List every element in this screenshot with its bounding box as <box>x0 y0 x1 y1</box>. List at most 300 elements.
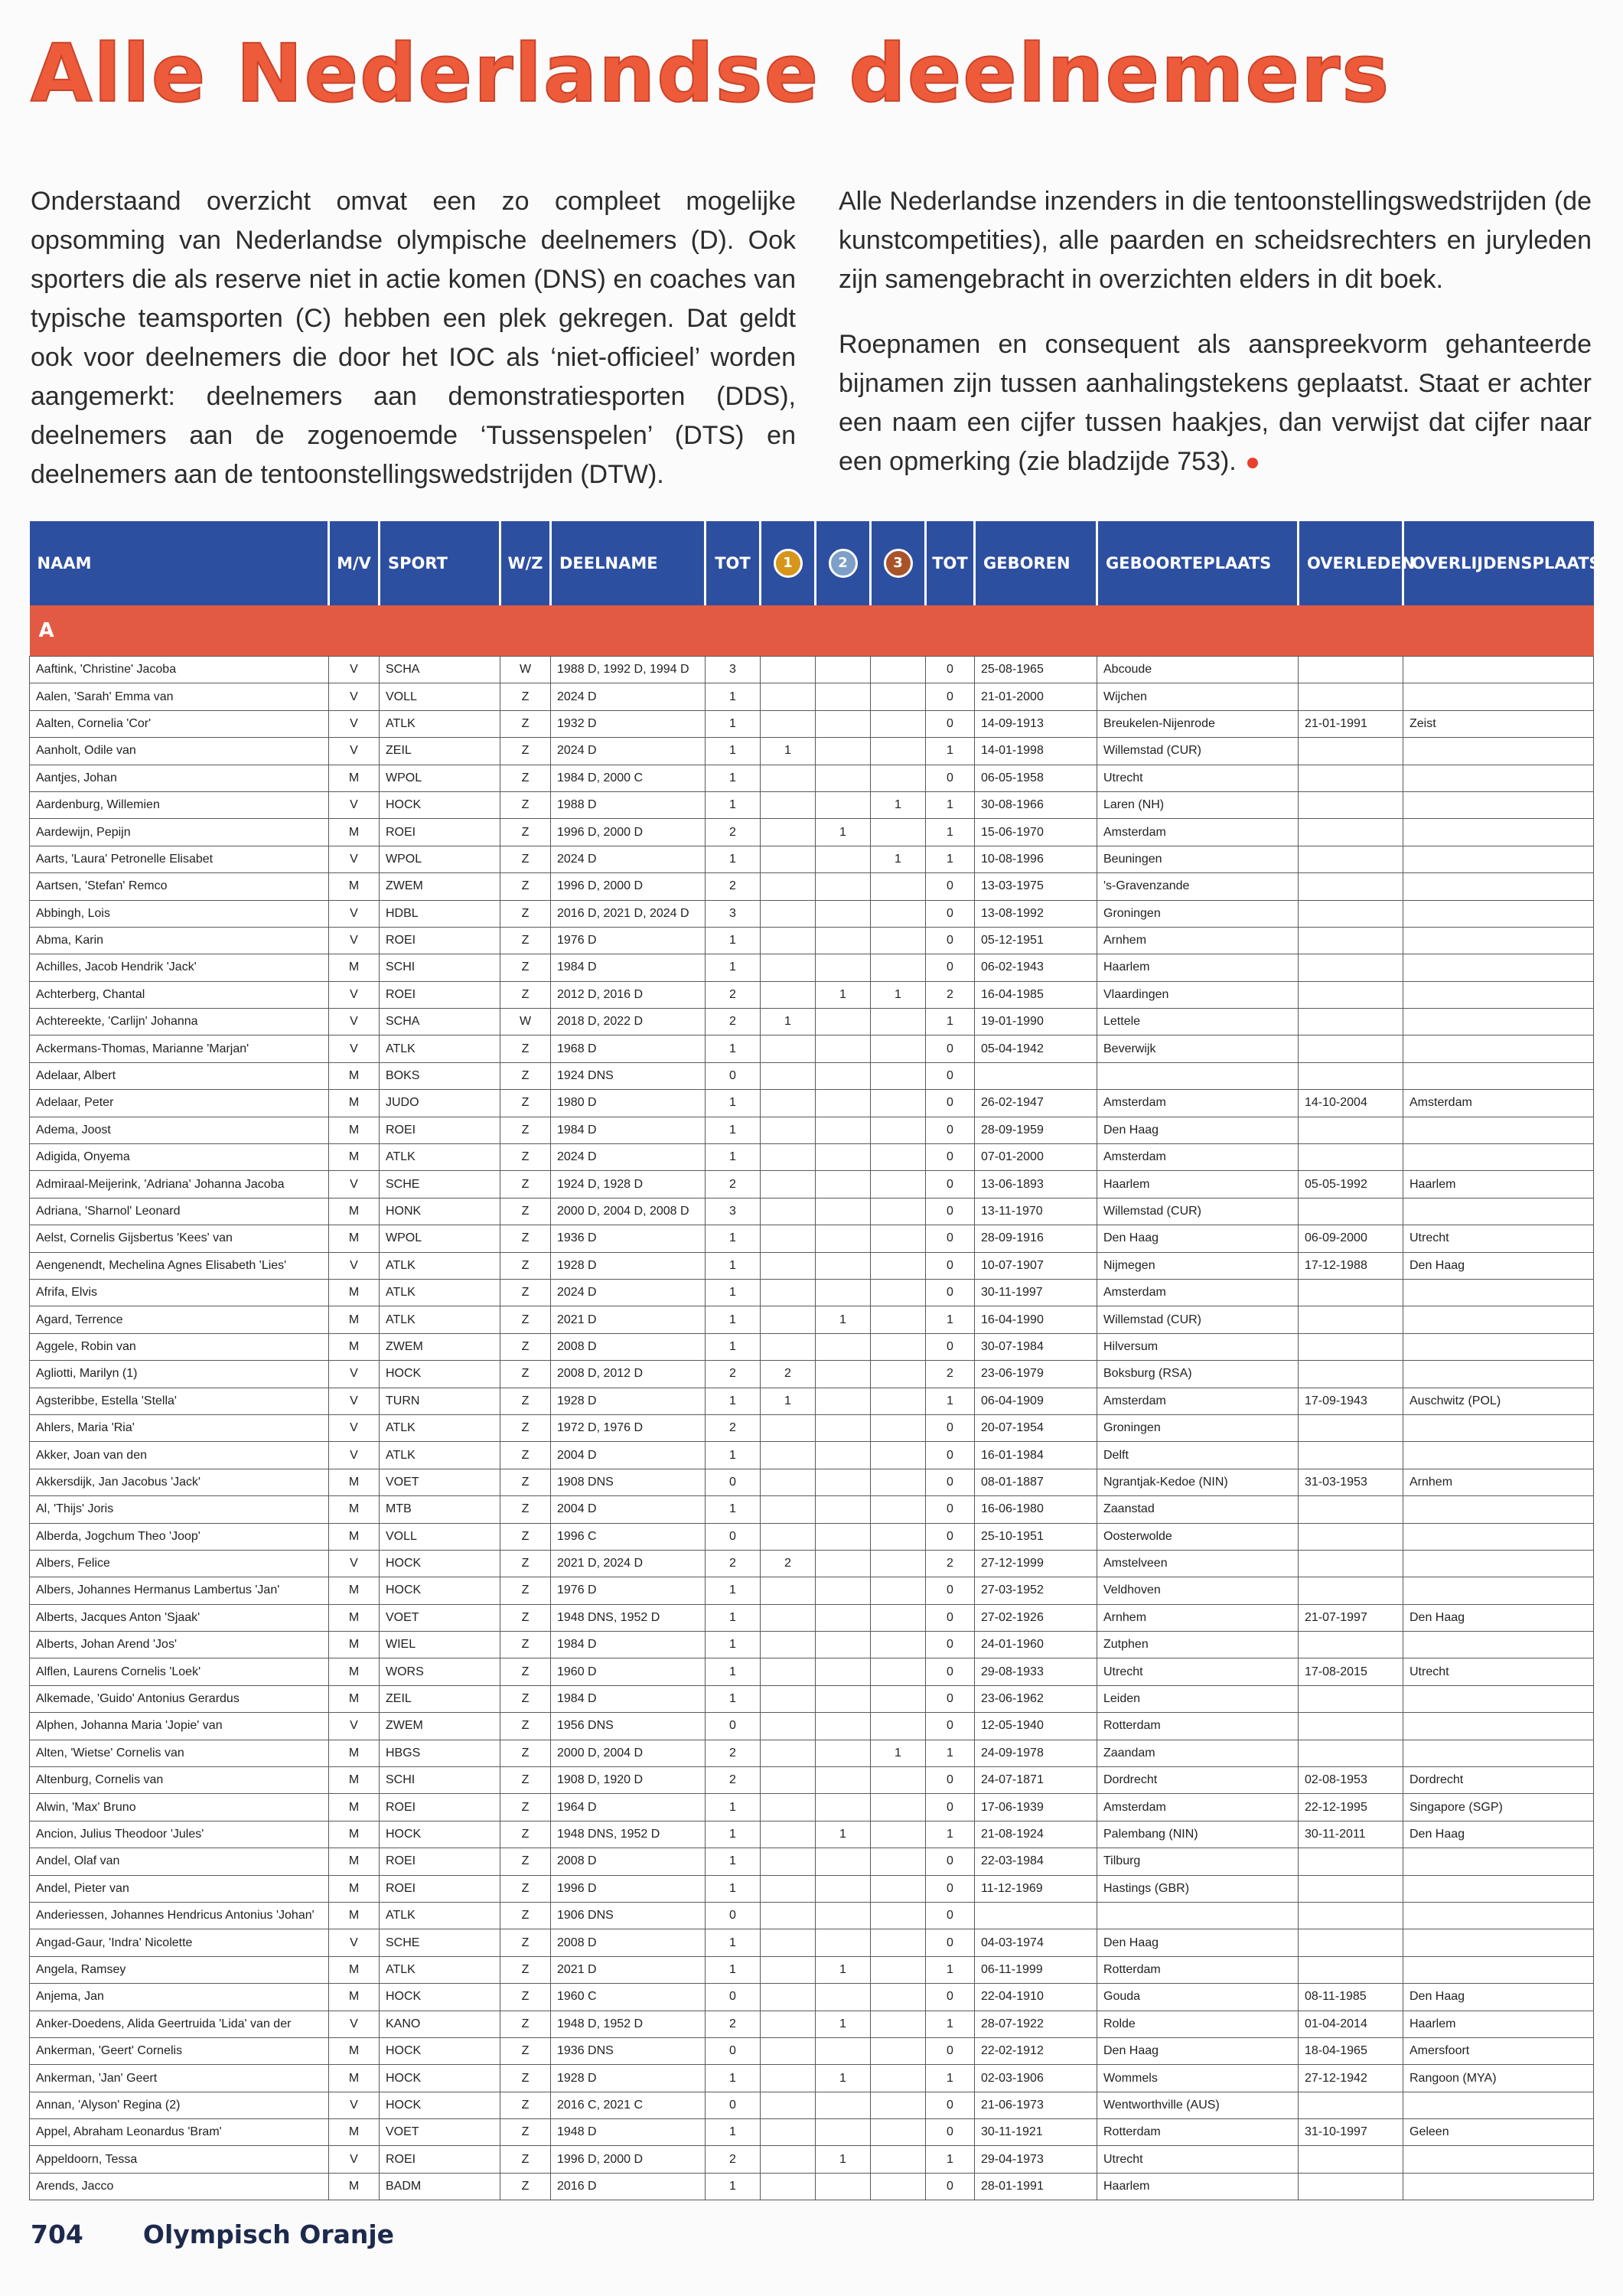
cell-naam: Akkersdijk, Jan Jacobus 'Jack' <box>30 1469 329 1495</box>
intro-paragraph-2-text: Roepnamen en consequent als aanspreekvorm gehanteerde bijnamen zijn tussen aanhalingstekens geplaatst. Staat er achter een naam een cijfer tussen haakjes, dan verwijst dat cijfer naar een opmerking (zie bladzijde 753). <box>839 330 1592 476</box>
cell-gold: 2 <box>761 1361 816 1388</box>
cell-geboorteplaats: Groningen <box>1097 900 1299 927</box>
cell-tot-medals: 1 <box>926 2011 975 2037</box>
cell-wz: Z <box>500 2092 551 2118</box>
cell-overlijdensplaats <box>1403 1144 1594 1171</box>
cell-bronze <box>871 2119 926 2146</box>
cell-silver <box>816 1658 871 1685</box>
cell-geboren: 10-08-1996 <box>975 846 1097 872</box>
cell-overlijdensplaats <box>1403 1279 1594 1306</box>
table-row <box>30 738 1594 765</box>
cell-bronze <box>871 1685 926 1712</box>
cell-silver <box>816 710 871 737</box>
cell-deelname: 1984 D <box>551 954 706 981</box>
cell-sport: HOCK <box>380 1821 500 1848</box>
cell-geboren: 10-07-1907 <box>975 1252 1097 1279</box>
table-row <box>30 1171 1594 1198</box>
table-row <box>30 1306 1594 1333</box>
cell-overleden: 31-10-1997 <box>1299 2119 1403 2146</box>
cell-silver <box>816 1388 871 1414</box>
cell-overlijdensplaats: Singapore (SGP) <box>1403 1794 1594 1821</box>
cell-overlijdensplaats <box>1403 765 1594 791</box>
cell-overlijdensplaats: Zeist <box>1403 710 1594 737</box>
cell-silver <box>816 1767 871 1794</box>
cell-tot-medals: 1 <box>926 2146 975 2173</box>
cell-deelname: 1936 D <box>551 1225 706 1252</box>
cell-deelname: 1964 D <box>551 1794 706 1821</box>
cell-tot: 2 <box>706 1171 761 1198</box>
cell-geboorteplaats: Hastings (GBR) <box>1097 1875 1299 1902</box>
cell-mv: M <box>329 1225 380 1252</box>
cell-overlijdensplaats <box>1403 900 1594 927</box>
cell-gold <box>761 1035 816 1062</box>
cell-geboren: 24-09-1978 <box>975 1740 1097 1766</box>
cell-deelname: 2012 D, 2016 D <box>551 981 706 1008</box>
cell-silver <box>816 1035 871 1062</box>
header-tot-medals: TOT <box>926 521 975 605</box>
table-row <box>30 1252 1594 1279</box>
cell-overlijdensplaats <box>1403 1361 1594 1388</box>
cell-geboorteplaats: Amsterdam <box>1097 1279 1299 1306</box>
cell-deelname: 2024 D <box>551 738 706 765</box>
cell-deelname: 2024 D <box>551 683 706 710</box>
cell-wz: Z <box>500 1713 551 1740</box>
cell-mv: V <box>329 683 380 710</box>
cell-tot: 2 <box>706 1550 761 1577</box>
cell-sport: HOCK <box>380 1577 500 1604</box>
cell-naam: Adriana, 'Sharnol' Leonard <box>30 1198 329 1225</box>
cell-overleden: 21-07-1997 <box>1299 1604 1403 1631</box>
cell-geboorteplaats: Amsterdam <box>1097 1090 1299 1117</box>
cell-gold <box>761 1685 816 1712</box>
cell-overlijdensplaats: Geleen <box>1403 2119 1594 2146</box>
cell-sport: SCHI <box>380 1767 500 1794</box>
cell-geboren: 24-01-1960 <box>975 1632 1097 1658</box>
cell-sport: HOCK <box>380 2065 500 2092</box>
table-row <box>30 1875 1594 1902</box>
cell-deelname: 1924 D, 1928 D <box>551 1171 706 1198</box>
cell-overleden <box>1299 1496 1403 1523</box>
cell-sport: ZWEM <box>380 1333 500 1360</box>
cell-gold <box>761 1875 816 1902</box>
cell-tot: 0 <box>706 2037 761 2064</box>
cell-tot-medals: 1 <box>926 1306 975 1333</box>
cell-sport: VOET <box>380 1604 500 1631</box>
cell-bronze: 1 <box>871 981 926 1008</box>
cell-tot: 3 <box>706 1198 761 1225</box>
cell-overlijdensplaats <box>1403 1117 1594 1143</box>
table-row <box>30 1333 1594 1360</box>
cell-silver <box>816 1984 871 2011</box>
cell-wz: Z <box>500 1685 551 1712</box>
cell-deelname: 1906 DNS <box>551 1902 706 1929</box>
cell-wz: Z <box>500 710 551 737</box>
page-title: Alle Nederlandse deelnemers <box>31 27 1391 120</box>
cell-sport: HONK <box>380 1198 500 1225</box>
cell-wz: Z <box>500 1252 551 1279</box>
cell-wz: Z <box>500 1496 551 1523</box>
cell-overleden <box>1299 1306 1403 1333</box>
cell-gold <box>761 1171 816 1198</box>
cell-sport: ATLK <box>380 1035 500 1062</box>
cell-tot: 1 <box>706 1604 761 1631</box>
intro-paragraph: Onderstaand overzicht omvat een zo compleet mogelijke opsomming van Nederlandse olympische deelnemers (D). Ook sporters die als reserve niet in actie komen (DNS) en coaches van typische teamsporten (C) hebben een plek gekregen. Dat geldt ook voor deelnemers die door het IOC als ‘niet-officieel’ worden aangemerkt: deelnemers aan demonstratiesporten (DDS), deelnemers aan de zogenoemde ‘Tussenspelen’ (DTS) en deelnemers aan de tentoonstellingswedstrijden (DTW). <box>31 187 796 489</box>
cell-bronze <box>871 1604 926 1631</box>
cell-naam: Ankerman, 'Geert' Cornelis <box>30 2037 329 2064</box>
table-body <box>30 657 1594 2200</box>
cell-geboorteplaats: Gouda <box>1097 1984 1299 2011</box>
cell-geboorteplaats: Den Haag <box>1097 1929 1299 1956</box>
cell-geboren: 15-06-1970 <box>975 819 1097 846</box>
header-bronze <box>871 521 926 605</box>
cell-silver <box>816 1496 871 1523</box>
cell-silver <box>816 1144 871 1171</box>
cell-geboorteplaats: Rotterdam <box>1097 2119 1299 2146</box>
cell-tot: 1 <box>706 2065 761 2092</box>
cell-sport: SCHA <box>380 657 500 683</box>
cell-gold <box>761 2119 816 2146</box>
cell-geboren: 30-11-1921 <box>975 2119 1097 2146</box>
cell-bronze <box>871 1225 926 1252</box>
table-row <box>30 1496 1594 1523</box>
cell-silver <box>816 1279 871 1306</box>
cell-silver <box>816 791 871 818</box>
cell-gold <box>761 1333 816 1360</box>
cell-sport: VOLL <box>380 683 500 710</box>
cell-mv: M <box>329 1279 380 1306</box>
cell-overleden: 21-01-1991 <box>1299 710 1403 737</box>
cell-wz: Z <box>500 1414 551 1441</box>
cell-mv: M <box>329 2119 380 2146</box>
cell-bronze <box>871 2011 926 2037</box>
cell-gold <box>761 1658 816 1685</box>
cell-bronze <box>871 1144 926 1171</box>
cell-deelname: 2000 D, 2004 D <box>551 1740 706 1766</box>
cell-sport: ATLK <box>380 710 500 737</box>
cell-overlijdensplaats <box>1403 1306 1594 1333</box>
cell-tot: 1 <box>706 738 761 765</box>
cell-overleden <box>1299 1442 1403 1469</box>
header-wz: W/Z <box>500 521 551 605</box>
cell-silver <box>816 1198 871 1225</box>
cell-naam: Annan, 'Alyson' Regina (2) <box>30 2092 329 2118</box>
cell-sport: WPOL <box>380 765 500 791</box>
cell-tot-medals: 0 <box>926 683 975 710</box>
cell-tot-medals: 2 <box>926 1550 975 1577</box>
cell-mv: V <box>329 2146 380 2173</box>
end-mark-dot-icon <box>1247 458 1258 468</box>
cell-silver <box>816 1009 871 1035</box>
cell-geboorteplaats: 's-Gravenzande <box>1097 873 1299 900</box>
cell-geboren: 30-11-1997 <box>975 1279 1097 1306</box>
cell-silver <box>816 738 871 765</box>
cell-overleden: 08-11-1985 <box>1299 1984 1403 2011</box>
cell-geboren: 26-02-1947 <box>975 1090 1097 1117</box>
cell-deelname: 1996 C <box>551 1523 706 1550</box>
cell-tot-medals: 1 <box>926 1956 975 1983</box>
cell-gold <box>761 1414 816 1441</box>
cell-tot: 1 <box>706 1794 761 1821</box>
cell-bronze <box>871 1875 926 1902</box>
cell-overlijdensplaats: Haarlem <box>1403 1171 1594 1198</box>
cell-overlijdensplaats <box>1403 1414 1594 1441</box>
table-row <box>30 1062 1594 1089</box>
table-row <box>30 1740 1594 1766</box>
cell-tot: 2 <box>706 1361 761 1388</box>
cell-gold <box>761 765 816 791</box>
cell-naam: Aelst, Cornelis Gijsbertus 'Kees' van <box>30 1225 329 1252</box>
cell-silver <box>816 1848 871 1875</box>
cell-wz: W <box>500 1009 551 1035</box>
cell-bronze <box>871 954 926 981</box>
cell-mv: V <box>329 2092 380 2118</box>
cell-overleden <box>1299 1956 1403 1983</box>
cell-tot-medals: 0 <box>926 1252 975 1279</box>
cell-naam: Altenburg, Cornelis van <box>30 1767 329 1794</box>
cell-bronze <box>871 710 926 737</box>
header-mv: M/V <box>329 521 380 605</box>
cell-overleden <box>1299 1361 1403 1388</box>
cell-geboren: 16-01-1984 <box>975 1442 1097 1469</box>
cell-tot: 1 <box>706 791 761 818</box>
cell-tot-medals: 0 <box>926 1685 975 1712</box>
cell-tot-medals: 1 <box>926 791 975 818</box>
cell-overleden: 14-10-2004 <box>1299 1090 1403 1117</box>
cell-mv: M <box>329 1117 380 1143</box>
cell-silver <box>816 765 871 791</box>
cell-overlijdensplaats <box>1403 1577 1594 1604</box>
cell-overlijdensplaats: Den Haag <box>1403 1604 1594 1631</box>
cell-mv: M <box>329 1577 380 1604</box>
cell-bronze <box>871 1632 926 1658</box>
cell-tot-medals: 0 <box>926 657 975 683</box>
cell-deelname: 2008 D, 2012 D <box>551 1361 706 1388</box>
cell-sport: HOCK <box>380 791 500 818</box>
cell-geboorteplaats <box>1097 1902 1299 1929</box>
cell-gold <box>761 1740 816 1766</box>
cell-wz: Z <box>500 2119 551 2146</box>
cell-geboren: 13-03-1975 <box>975 873 1097 900</box>
cell-tot: 2 <box>706 2146 761 2173</box>
cell-gold <box>761 1767 816 1794</box>
cell-bronze <box>871 1713 926 1740</box>
cell-tot-medals: 0 <box>926 1414 975 1441</box>
cell-deelname: 1936 DNS <box>551 2037 706 2064</box>
cell-gold <box>761 1198 816 1225</box>
cell-wz: Z <box>500 765 551 791</box>
cell-overleden <box>1299 1875 1403 1902</box>
cell-silver <box>816 683 871 710</box>
cell-geboren: 23-06-1962 <box>975 1685 1097 1712</box>
cell-wz: Z <box>500 2173 551 2200</box>
cell-naam: Ahlers, Maria 'Ria' <box>30 1414 329 1441</box>
cell-deelname: 1996 D, 2000 D <box>551 819 706 846</box>
cell-sport: ROEI <box>380 1117 500 1143</box>
cell-overleden <box>1299 873 1403 900</box>
cell-geboorteplaats: Arnhem <box>1097 1604 1299 1631</box>
cell-tot: 0 <box>706 1523 761 1550</box>
table-row <box>30 981 1594 1008</box>
cell-deelname: 2004 D <box>551 1442 706 1469</box>
cell-overleden <box>1299 2092 1403 2118</box>
cell-overlijdensplaats: Haarlem <box>1403 2011 1594 2037</box>
cell-naam: Ankerman, 'Jan' Geert <box>30 2065 329 2092</box>
cell-deelname: 1972 D, 1976 D <box>551 1414 706 1441</box>
cell-overleden <box>1299 981 1403 1008</box>
cell-geboren: 13-06-1893 <box>975 1171 1097 1198</box>
cell-naam: Alten, 'Wietse' Cornelis van <box>30 1740 329 1766</box>
cell-tot: 1 <box>706 1496 761 1523</box>
cell-overlijdensplaats <box>1403 791 1594 818</box>
cell-naam: Anderiessen, Johannes Hendricus Antonius 'Johan' <box>30 1902 329 1929</box>
cell-wz: Z <box>500 1388 551 1414</box>
cell-bronze <box>871 1794 926 1821</box>
cell-tot-medals: 0 <box>926 1875 975 1902</box>
cell-silver <box>816 1929 871 1956</box>
cell-geboorteplaats: Amsterdam <box>1097 1144 1299 1171</box>
cell-overlijdensplaats: Dordrecht <box>1403 1767 1594 1794</box>
cell-silver <box>816 1902 871 1929</box>
cell-bronze: 1 <box>871 1740 926 1766</box>
cell-bronze <box>871 2065 926 2092</box>
header-tot: TOT <box>706 521 761 605</box>
cell-overleden <box>1299 1929 1403 1956</box>
cell-mv: M <box>329 1604 380 1631</box>
cell-geboorteplaats: Lettele <box>1097 1009 1299 1035</box>
cell-bronze <box>871 1252 926 1279</box>
cell-deelname: 2021 D <box>551 1956 706 1983</box>
cell-sport: WPOL <box>380 1225 500 1252</box>
cell-mv: M <box>329 819 380 846</box>
cell-geboorteplaats: Zaanstad <box>1097 1496 1299 1523</box>
page-number: 704 <box>31 2219 83 2249</box>
cell-naam: Aggele, Robin van <box>30 1333 329 1360</box>
cell-sport: HOCK <box>380 1550 500 1577</box>
cell-wz: Z <box>500 1171 551 1198</box>
cell-naam: Abbingh, Lois <box>30 900 329 927</box>
table-row <box>30 1523 1594 1550</box>
cell-tot-medals: 2 <box>926 1361 975 1388</box>
table-row <box>30 2146 1594 2173</box>
table-row <box>30 873 1594 900</box>
cell-tot-medals: 0 <box>926 1442 975 1469</box>
cell-gold <box>761 1225 816 1252</box>
cell-mv: M <box>329 1198 380 1225</box>
book-title: Olympisch Oranje <box>142 2219 395 2249</box>
cell-gold <box>761 2146 816 2173</box>
cell-overleden: 05-05-1992 <box>1299 1171 1403 1198</box>
cell-tot: 2 <box>706 1009 761 1035</box>
cell-tot-medals: 0 <box>926 1496 975 1523</box>
header-overleden: OVERLEDEN <box>1299 521 1403 605</box>
cell-sport: ATLK <box>380 1414 500 1441</box>
cell-geboren: 06-05-1958 <box>975 765 1097 791</box>
table-row <box>30 900 1594 927</box>
cell-bronze <box>871 1658 926 1685</box>
cell-geboorteplaats: Vlaardingen <box>1097 981 1299 1008</box>
cell-naam: Alphen, Johanna Maria 'Jopie' van <box>30 1713 329 1740</box>
cell-bronze <box>871 1279 926 1306</box>
table-row <box>30 954 1594 981</box>
cell-sport: HOCK <box>380 1361 500 1388</box>
table-row <box>30 2065 1594 2092</box>
cell-bronze <box>871 1821 926 1848</box>
cell-sport: ROEI <box>380 981 500 1008</box>
cell-tot-medals: 0 <box>926 1604 975 1631</box>
cell-overleden <box>1299 1333 1403 1360</box>
cell-overlijdensplaats <box>1403 1009 1594 1035</box>
cell-deelname: 1956 DNS <box>551 1713 706 1740</box>
cell-wz: Z <box>500 2037 551 2064</box>
cell-silver <box>816 2037 871 2064</box>
cell-mv: V <box>329 1252 380 1279</box>
cell-tot: 0 <box>706 2092 761 2118</box>
cell-wz: Z <box>500 1929 551 1956</box>
cell-wz: Z <box>500 2146 551 2173</box>
cell-tot: 1 <box>706 1035 761 1062</box>
cell-sport: VOLL <box>380 1523 500 1550</box>
cell-wz: Z <box>500 1848 551 1875</box>
cell-geboren: 29-04-1973 <box>975 2146 1097 2173</box>
header-overlijdensplaats: OVERLIJDENSPLAATS <box>1403 521 1594 605</box>
cell-overlijdensplaats <box>1403 1198 1594 1225</box>
cell-tot-medals: 0 <box>926 765 975 791</box>
cell-geboorteplaats: Haarlem <box>1097 954 1299 981</box>
cell-geboren: 06-11-1999 <box>975 1956 1097 1983</box>
cell-geboren: 16-04-1990 <box>975 1306 1097 1333</box>
cell-bronze <box>871 2037 926 2064</box>
cell-geboren: 28-09-1959 <box>975 1117 1097 1143</box>
header-sport: SPORT <box>380 521 500 605</box>
cell-tot-medals: 1 <box>926 1009 975 1035</box>
cell-bronze <box>871 2146 926 2173</box>
cell-overlijdensplaats <box>1403 1902 1594 1929</box>
table-row <box>30 1117 1594 1143</box>
cell-naam: Aardewijn, Pepijn <box>30 819 329 846</box>
cell-naam: Adelaar, Albert <box>30 1062 329 1089</box>
cell-naam: Arends, Jacco <box>30 2173 329 2200</box>
cell-bronze <box>871 765 926 791</box>
cell-geboorteplaats: Amstelveen <box>1097 1550 1299 1577</box>
cell-geboorteplaats: Zutphen <box>1097 1632 1299 1658</box>
cell-wz: Z <box>500 1577 551 1604</box>
cell-tot-medals: 0 <box>926 1767 975 1794</box>
cell-mv: M <box>329 1875 380 1902</box>
table-row <box>30 1009 1594 1035</box>
cell-overlijdensplaats: Auschwitz (POL) <box>1403 1388 1594 1414</box>
cell-deelname: 2016 C, 2021 C <box>551 2092 706 2118</box>
cell-silver <box>816 1875 871 1902</box>
cell-sport: HDBL <box>380 900 500 927</box>
cell-geboren: 11-12-1969 <box>975 1875 1097 1902</box>
cell-bronze <box>871 1496 926 1523</box>
gold-medal-icon: 1 <box>774 549 803 578</box>
cell-wz: Z <box>500 1279 551 1306</box>
cell-sport: ATLK <box>380 1442 500 1469</box>
cell-mv: M <box>329 1306 380 1333</box>
cell-naam: Andel, Pieter van <box>30 1875 329 1902</box>
participants-table <box>29 521 1601 2200</box>
cell-deelname: 2018 D, 2022 D <box>551 1009 706 1035</box>
cell-geboorteplaats: Tilburg <box>1097 1848 1299 1875</box>
cell-geboorteplaats: Wommels <box>1097 2065 1299 2092</box>
cell-wz: Z <box>500 981 551 1008</box>
cell-silver <box>816 1171 871 1198</box>
cell-gold <box>761 1713 816 1740</box>
cell-wz: Z <box>500 2011 551 2037</box>
cell-geboren: 08-01-1887 <box>975 1469 1097 1495</box>
cell-bronze <box>871 1035 926 1062</box>
